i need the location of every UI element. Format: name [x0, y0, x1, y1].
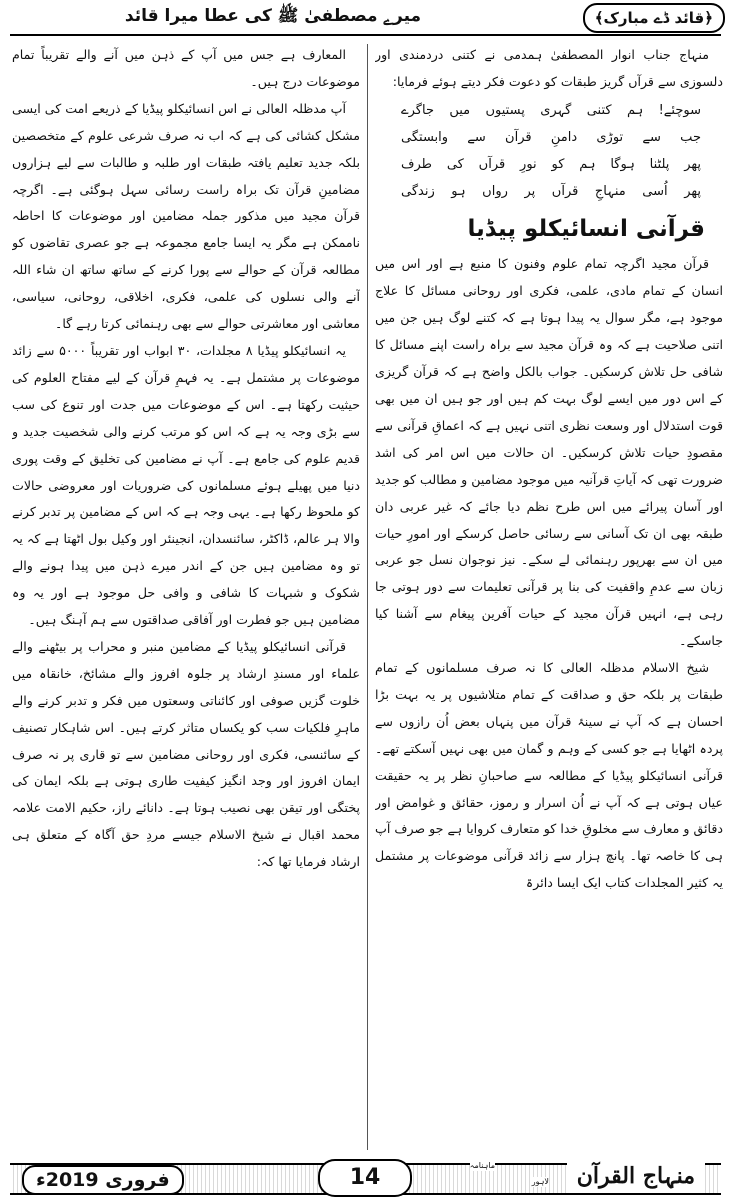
left-column [12, 42, 360, 1152]
paragraph: آپ مدظلہ العالی نے اس انسائیکلو پیڈیا کے ذریعے امت کی ایسی مشکل کشائی کی ہے کہ اب نہ صرف شرعی علوم کے متخصصین بلکہ جدید تعلیم یافتہ طبقات اور طلبہ و طالبات سے لیے ہزاروں مضامینِ قرآن تک براہ راست رسائی سہل ہوگئی ہے۔ اگرچہ قرآن مجید میں مذکور جملہ مضامین اور موضوعات کا احاطہ ناممکن ہے مگر یہ ایسا جامع مجموعہ ہے جو عصری تقاضوں کو مطالعہ قرآن کے حوالے سے پورا کرنے کے ساتھ ساتھ ان شاء اللہ آنے والی نسلوں کی علمی، فکری، اخلاقی، روحانی، سیاسی، معاشی اور معاشرتی حوالے سے بھی رہنمائی کرتا رہے گا۔ [12, 100, 360, 332]
page-number: 14 [318, 1159, 412, 1197]
magazine-type: ماہنامہ [469, 1161, 495, 1170]
poem-line: پھر اُسی منہاجِ قرآں پر رواں ہو زندگی [401, 183, 701, 199]
paragraph: یہ انسائیکلو پیڈیا ۸ مجلدات، ۳۰ ابواب اور تقریباً ۵۰۰۰ سے زائد موضوعات پر مشتمل ہے۔ یہ فہمِ قرآن کے لیے مفتاح العلوم کی حیثیت رکھتا ہے۔ اس کے موضوعات میں جدت اور تنوع کی سب سے بڑی وجہ یہ ہے کہ اس کو مرتب کرنے والی شخصیت جدید و قدیم علوم کی جامع ہے۔ آپ نے مضامین کی تخلیق کے وقت پوری دنیا میں پھیلے ہوئے مسلمانوں کی ضروریات اور معروضی حالات کو ملحوظ رکھا ہے۔ یہی وجہ ہے کہ اس کے مضامین پر تدبر کرنے والا ہر عالم، ڈاکٹر، سائنسدان، انجینئر اور وکیل بول اٹھتا ہے کہ یہ تو وہ مضامین ہیں جن کے اندر میرے ذہن میں پیدا ہونے والے شکوک و شبہات کا شافی و وافی حل موجود ہے اور یہ وہ مضامین ہیں جو فطرت اور آفاقی صداقتوں سے ہم آہنگ ہیں۔ [12, 342, 360, 628]
column-divider [367, 44, 368, 1150]
page-footer [0, 1157, 731, 1197]
magazine-logo: منہاج القرآن [567, 1159, 705, 1193]
poem [375, 98, 723, 206]
paragraph: شیخ الاسلام مدظلہ العالی کا نہ صرف مسلمانوں کے تمام طبقات پر بلکہ حق و صداقت کے تمام متلاشیوں پر یہ بہت بڑا احسان ہے کہ آپ نے سینۂ قرآن میں پنہاں بعض اُن رازوں سے پردہ اٹھایا ہے جو کسی کے وہم و گمان میں بھی نہیں آسکتے تھے۔ قرآنی انسائیکلو پیڈیا کے مطالعہ سے صاحبانِ نظر پر یہ حقیقت عیاں ہوتی ہے کہ آپ نے اُن اسرار و رموز، حقائق و غوامض اور دقائق و معارف سے مخلوقِ خدا کو متعارف کروایا ہے جو صرف آپ ہی کا خاصہ تھا۔ پانچ ہزار سے زائد قرآنی موضوعات پر مشتمل یہ کثیر المجلدات کتاب ایک ایسا دائرۃ [375, 660, 723, 891]
paragraph: المعارف ہے جس میں آپ کے ذہن میں آنے والے تقریباً تمام موضوعات درج ہیں۔ [12, 47, 360, 89]
issue-date: فروری 2019ء [22, 1165, 184, 1195]
right-column [375, 42, 723, 1152]
paragraph: قرآنی انسائیکلو پیڈیا کے مضامین منبر و محراب پر بیٹھنے والے علماء اور مسندِ ارشاد پر جلوہ افروز والے مشائخ، خانقاہ میں خلوت گزیں صوفی اور کائناتی وسعتوں میں فکر و تدبر کرنے والے ماہرِ فلکیات سب کو یکساں متاثر کرتے ہیں۔ اس شاہکار تصنیف کے سائنسی، فکری اور روحانی مضامین سے تو قاری پر نہ صرف ایمان افروز اور وجد انگیز کیفیت طاری ہوتی ہے بلکہ ایمان کی پختگی اور تیقن بھی نصیب ہوتا ہے۔ دانائے راز، حکیم الامت علامہ محمد اقبال نے شیخ الاسلام جیسے مردِ حق آگاہ کے متعلق ہی ارشاد فرمایا تھا کہ: [12, 638, 360, 870]
paragraph: قرآن مجید اگرچہ تمام علوم وفنون کا منبع ہے اور اس میں انسان کے تمام مادی، علمی، فکری اور روحانی مسائل کا علاج موجود ہے، مگر سوال یہ پیدا ہوتا ہے کہ کتنے لوگ ہیں جن میں اتنی صلاحیت ہے کہ وہ قرآن مجید سے براہ راست اپنے مسائل کا شافی حل تلاش کرسکیں۔ جواب بالکل واضح ہے کہ قرآن گریزی کے اس دور میں ایسے لوگ بہت کم ہیں اور جو ہیں ان میں بھی قوت استدلال اور وسعت نظری اتنی نہیں ہے کہ اعماقِ قرآنی سے مقصودِ حیات تلاش کرسکیں۔ ان حالات میں اس امر کی اشد ضرورت تھی کہ آیاتِ قرآنیہ میں موجود مضامین و مطالب کو جدید اور آسان پیرائے میں اس طرح نظم دیا جائے کہ غیر عربی دان طبقہ بھی ان تک آسانی سے رسائی حاصل کرسکے اور امورِ حیات میں ان سے بھرپور رہنمائی لے سکے۔ نیز نوجوان نسل جو عربی زبان سے عدمِ واقفیت کی بنا پر قرآنی تعلیمات سے دور ہوتی جا رہی ہے، انہیں قرآن مجید کے حیات آفرین پیغام سے آشنا کیا جاسکے۔ [375, 256, 723, 649]
poem-line: جب سے توڑی دامنِ قرآن سے وابستگی [401, 129, 701, 145]
magazine-city: لاہور [531, 1177, 549, 1186]
page-header [0, 0, 731, 36]
section-heading: قرآنی انسائیکلو پیڈیا [467, 216, 705, 243]
header-rule [10, 34, 721, 36]
poem-line: پھر پلٹنا ہوگا ہم کو نورِ قرآں کی طرف [401, 156, 701, 172]
section-label: ﴿قائد ڈے مبارک﴾ [583, 3, 725, 33]
running-title: میرے مصطفیٰ ﷺ کی عطا میرا قائد [124, 6, 422, 26]
poem-line: سوچئے! ہم کتنی گہری پستیوں میں جاگرے [401, 102, 701, 118]
paragraph: منہاج جناب انوار المصطفیٰ ہمدمی نے کتنی دردمندی اور دلسوزی سے قرآں گریز طبقات کو دعوت فکر دیتے ہوئے فرمایا: [375, 47, 723, 89]
